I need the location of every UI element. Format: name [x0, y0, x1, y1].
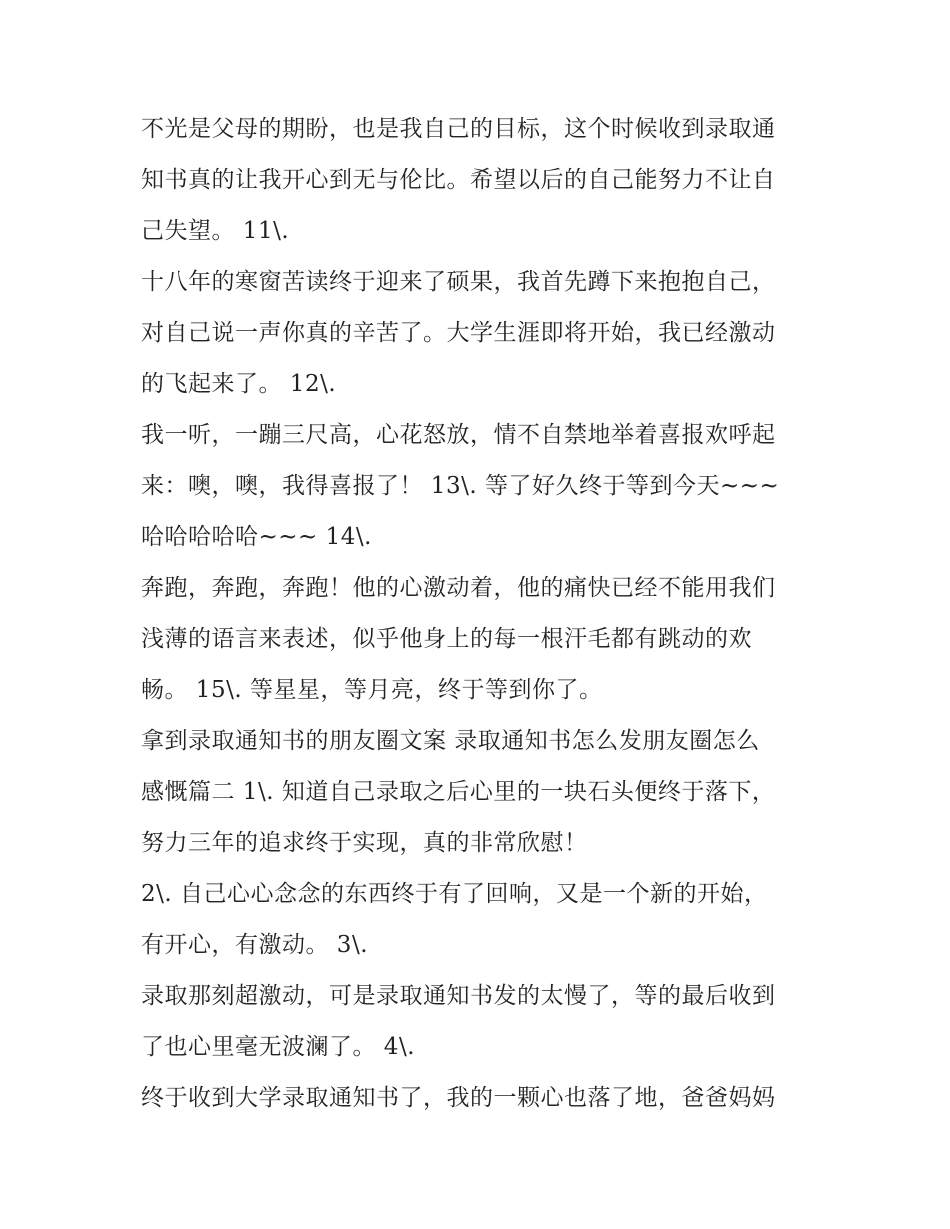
- text-line: 哈哈哈哈哈~~~ 14\.: [141, 524, 372, 550]
- text-line: 努力三年的追求终于实现，真的非常欣慰！: [141, 830, 588, 856]
- document-body: [141, 104, 821, 1124]
- text-line: 有开心，有激动。 3\.: [141, 932, 369, 958]
- text-line: 来：噢，噢，我得喜报了！ 13\. 等了好久终于等到今天~~~: [141, 473, 780, 499]
- text-line: 对自己说一声你真的辛苦了。大学生涯即将开始，我已经激动: [141, 320, 776, 346]
- text-line: 感慨篇二 1\. 知道自己录取之后心里的一块石头便终于落下，: [141, 779, 776, 805]
- text-line: 了也心里毫无波澜了。 4\.: [141, 1034, 416, 1060]
- text-line: 终于收到大学录取通知书了，我的一颗心也落了地，爸爸妈妈: [141, 1085, 776, 1111]
- text-line: 我一听，一蹦三尺高，心花怒放，情不自禁地举着喜报欢呼起: [141, 422, 776, 448]
- text-line: 畅。 15\. 等星星，等月亮，终于等到你了。: [141, 677, 603, 703]
- text-line: 2\. 自己心心念念的东西终于有了回响，又是一个新的开始，: [141, 881, 768, 907]
- text-line: 拿到录取通知书的朋友圈文案 录取通知书怎么发朋友圈怎么: [141, 728, 760, 754]
- text-line: 十八年的寒窗苦读终于迎来了硕果，我首先蹲下来抱抱自己，: [141, 269, 776, 295]
- text-line: 不光是父母的期盼，也是我自己的目标，这个时候收到录取通: [141, 116, 776, 142]
- text-line: 知书真的让我开心到无与伦比。希望以后的自己能努力不让自: [141, 167, 776, 193]
- text-line: 浅薄的语言来表述，似乎他身上的每一根汗毛都有跳动的欢: [141, 626, 752, 652]
- text-line: 己失望。 11\.: [141, 218, 290, 244]
- text-line: 录取那刻超激动，可是录取通知书发的太慢了，等的最后收到: [141, 983, 776, 1009]
- text-line: 的飞起来了。 12\.: [141, 371, 337, 397]
- text-line: 奔跑，奔跑，奔跑！他的心激动着，他的痛快已经不能用我们: [141, 575, 776, 601]
